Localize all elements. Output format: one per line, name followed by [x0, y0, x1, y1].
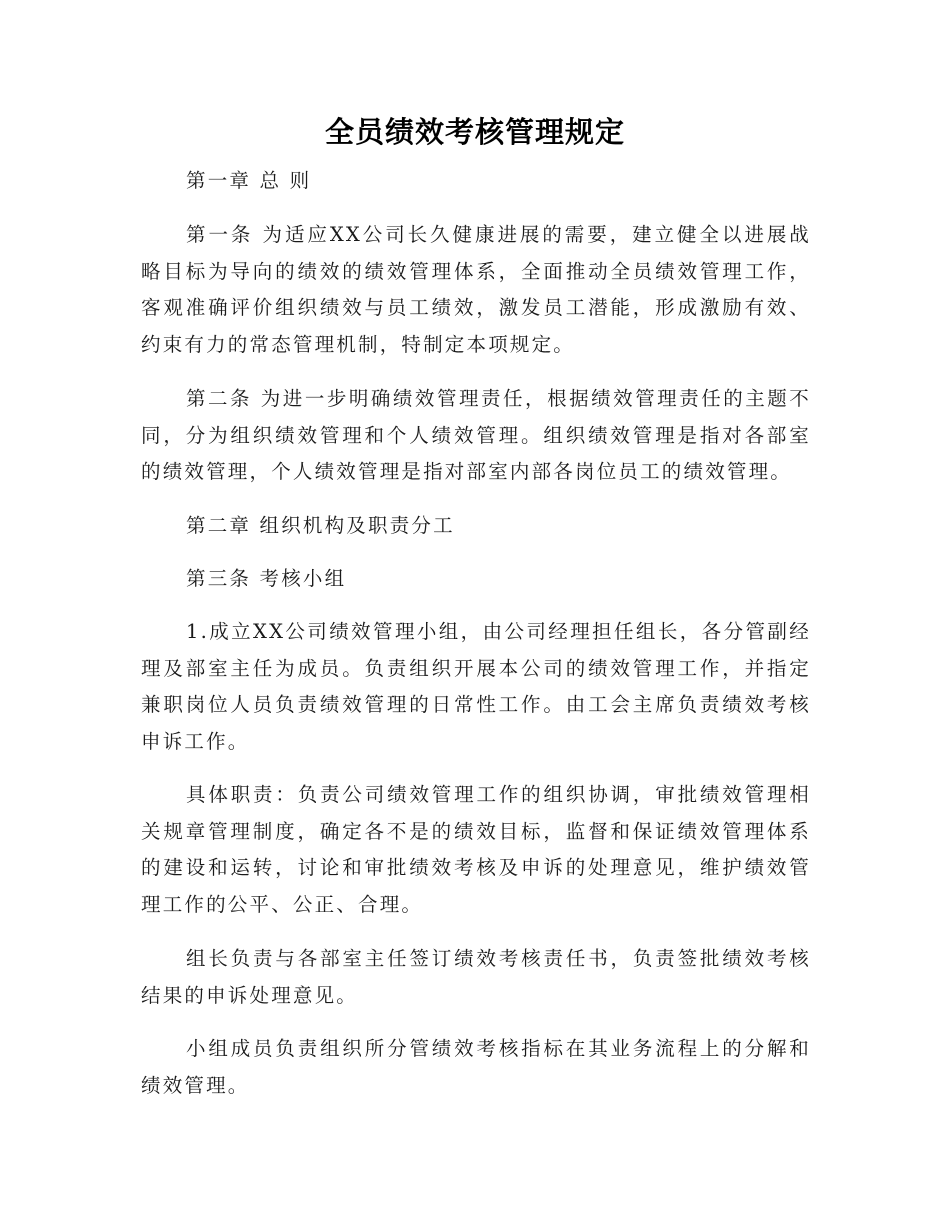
chapter-2-heading: 第二章 组织机构及职责分工	[186, 514, 455, 537]
member-duties-paragraph: 小组成员负责组织所分管绩效考核指标在其业务流程上的分解和绩效管理。	[141, 1037, 811, 1097]
document-title: 全员绩效考核管理规定	[324, 115, 625, 149]
leader-duties-paragraph: 组长负责与各部室主任签订绩效考核责任书，负责签批绩效考核结果的申诉处理意见。	[141, 947, 811, 1007]
article-3-heading: 第三条 考核小组	[186, 567, 347, 590]
item-1-paragraph: 1.成立XX公司绩效管理小组，由公司经理担任组长，各分管副经理及部室主任为成员。负责组织开展本公司的绩效管理工作，并指定兼职岗位人员负责绩效管理的日常性工作。由工会主席负责绩效考核申诉工作。	[141, 620, 811, 753]
article-1-paragraph: 第一条 为适应XX公司长久健康进展的需要，建立健全以进展战略目标为导向的绩效的绩效管理体系，全面推动全员绩效管理工作，客观准确评价组织绩效与员工绩效，激发员工潜能，形成激励有效、约束有力的常态管理机制，特制定本项规定。	[141, 223, 811, 356]
article-2-paragraph: 第二条 为进一步明确绩效管理责任，根据绩效管理责任的主题不同，分为组织绩效管理和个人绩效管理。组织绩效管理是指对各部室的绩效管理，个人绩效管理是指对部室内部各岗位员工的绩效管理。	[141, 387, 811, 483]
duties-paragraph: 具体职责：负责公司绩效管理工作的组织协调，审批绩效管理相关规章管理制度，确定各不是的绩效目标，监督和保证绩效管理体系的建设和运转，讨论和审批绩效考核及申诉的处理意见，维护绩效管理工作的公平、公正、合理。	[141, 783, 811, 916]
chapter-1-heading: 第一章 总 则	[186, 169, 312, 192]
